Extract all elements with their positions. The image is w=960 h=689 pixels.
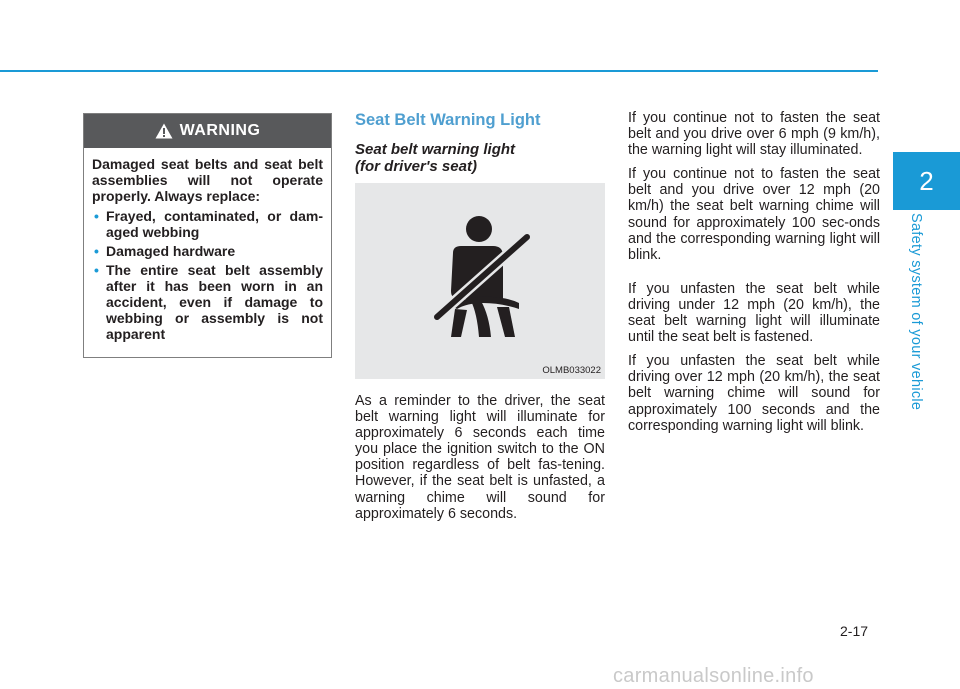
- middle-column: [355, 111, 605, 522]
- chapter-tab: [893, 152, 960, 210]
- section-subtitle: Seat belt warning light (for driver's seat): [355, 141, 516, 175]
- paragraph: If you continue not to fasten the seat belt and you drive over 6 mph (9 km/h), the warning light will stay illuminated.: [628, 110, 880, 159]
- figure-code: OLMB033022: [542, 365, 601, 376]
- top-rule: [0, 70, 878, 72]
- seat-belt-warning-light-icon: [431, 213, 541, 338]
- warning-list: [92, 208, 323, 342]
- warning-body: [84, 148, 331, 342]
- warning-header: [84, 114, 331, 148]
- warning-item: • Frayed, contaminated, or dam-aged webbing: [92, 208, 323, 240]
- watermark: carmanualsonline.info: [613, 665, 814, 687]
- warning-box: [83, 113, 332, 358]
- warning-label: WARNING: [179, 122, 261, 139]
- section-title: Seat Belt Warning Light: [355, 111, 541, 129]
- chapter-title: Safety system of your vehicle: [908, 213, 924, 411]
- chapter-number: 2: [919, 165, 934, 196]
- seat-belt-warning-figure: [355, 183, 605, 379]
- paragraph: If you continue not to fasten the seat belt and you drive over 12 mph (20 km/h) the seat belt warning chime will sound for approximately 100 sec-onds and the corresponding warning light will blink.: [628, 166, 880, 263]
- warning-triangle-icon: [155, 123, 173, 139]
- section-body: As a reminder to the driver, the seat belt warning light will illuminate for approximately 6 seconds each time you place the ignition switch to the ON position regardless of belt fas-tening. However, if the seat belt is unfasted, a warning chime will sound for approximately 6 seconds.: [355, 393, 605, 522]
- warning-intro: Damaged seat belts and seat belt assemblies will not operate properly. Always replace:: [92, 156, 323, 204]
- warning-item: • Damaged hardware: [92, 243, 323, 259]
- right-column: [628, 110, 880, 442]
- paragraph: If you unfasten the seat belt while driving under 12 mph (20 km/h), the seat belt warning light will illuminate until the seat belt is fastened.: [628, 280, 880, 346]
- warning-item: • The entire seat belt assembly after it has been worn in an accident, even if damage to webbing or assembly is not apparent: [92, 262, 323, 342]
- paragraph: If you unfasten the seat belt while driving over 12 mph (20 km/h), the seat belt warning chime will sound for approximately 100 seconds and the corresponding warning light will blink.: [628, 353, 880, 434]
- page-number: 2-17: [840, 623, 869, 639]
